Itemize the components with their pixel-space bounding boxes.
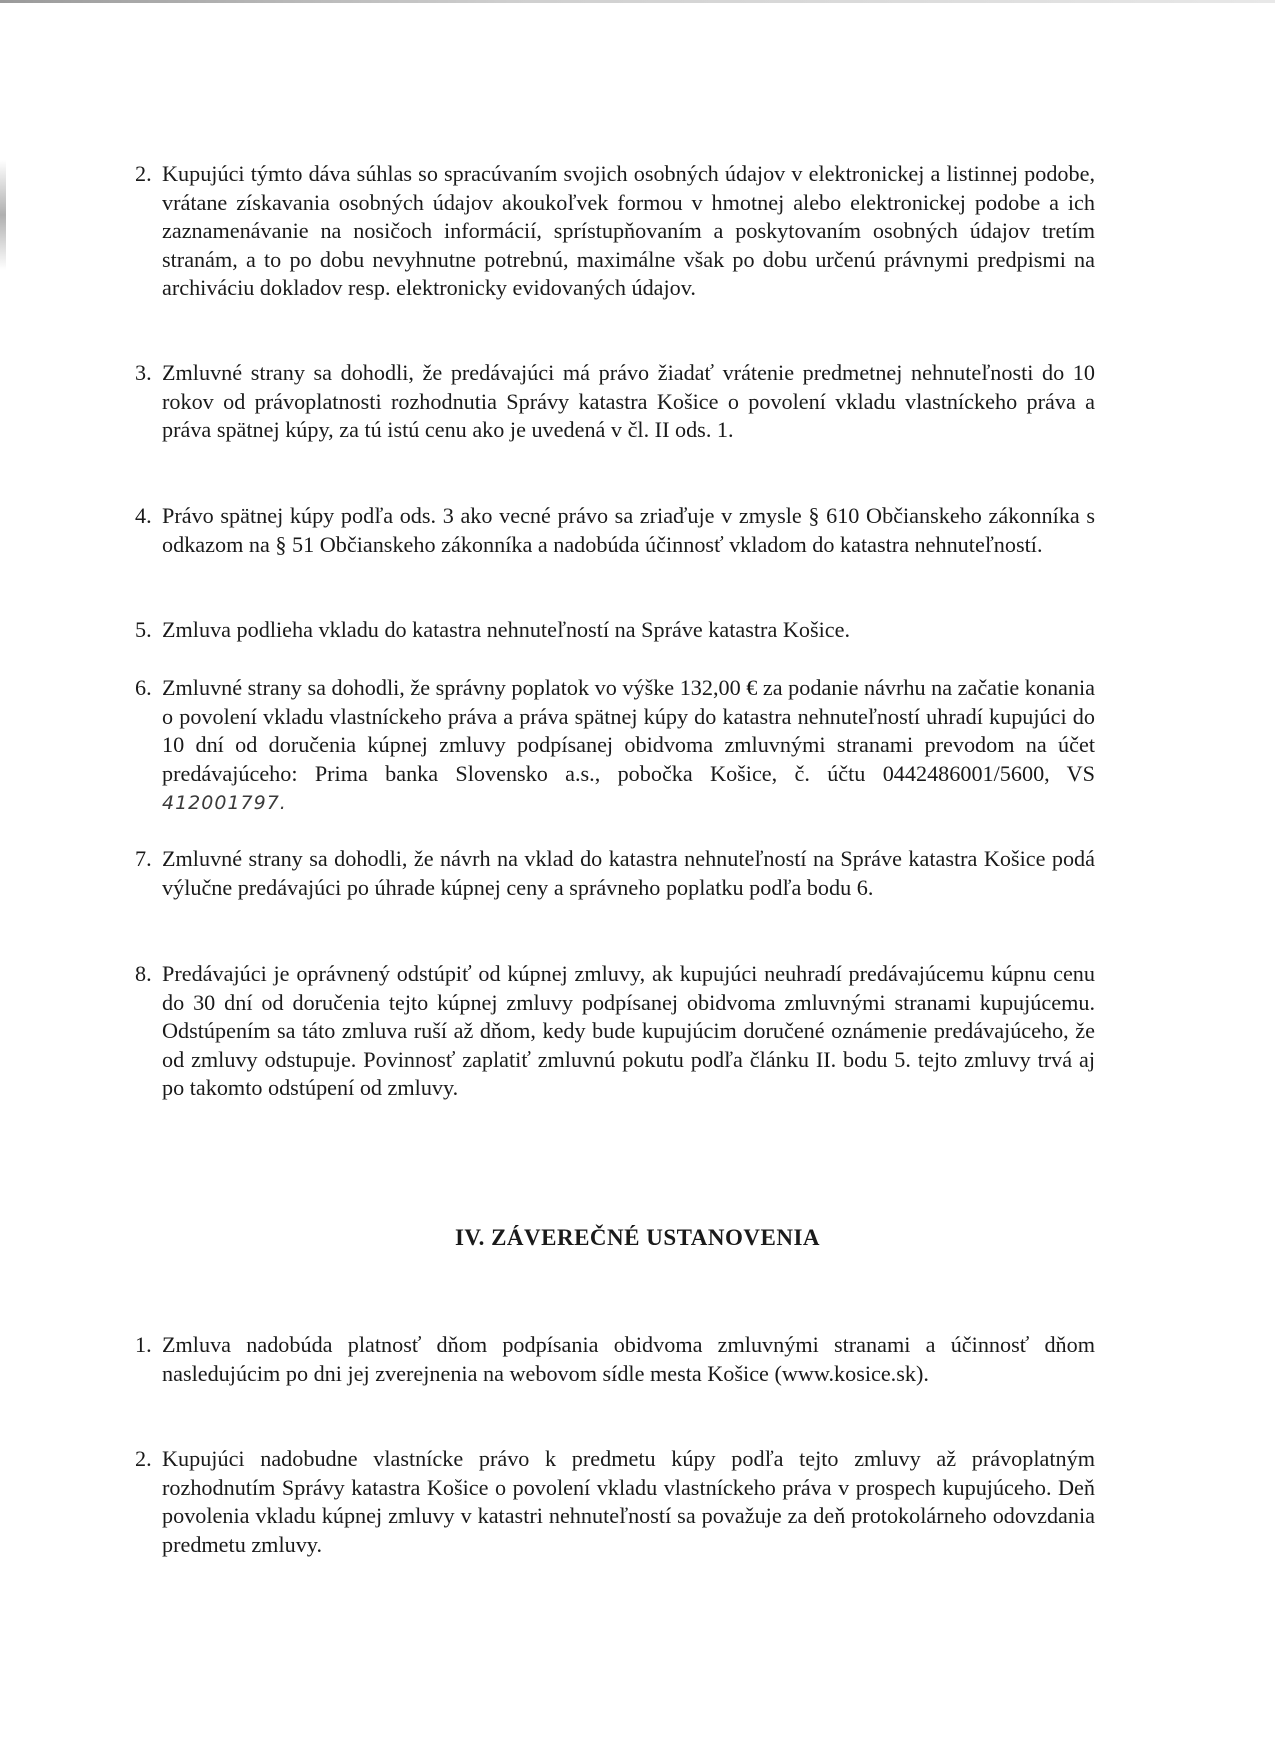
item-number: 5. bbox=[135, 617, 152, 642]
item-text: Zmluvné strany sa dohodli, že predávajúci má právo žiadať vrátenie predmetnej nehnuteľnosti do 10 rokov od právoplatnosti rozhodnutia Správy katastra Košice o povolení vkladu vlastníckeho práva a práva spätnej kúpy, za tú istú cenu ako je uvedená v čl. II ods. 1. bbox=[162, 360, 1095, 442]
item-text: Zmluvné strany sa dohodli, že návrh na vklad do katastra nehnuteľností na Správe katastra Košice podá výlučne predávajúci po úhrade kúpnej ceny a správneho poplatku podľa bodu 6. bbox=[162, 846, 1095, 900]
list-item-s3-3 bbox=[135, 359, 1095, 445]
item-text: Predávajúci je oprávnený odstúpiť od kúpnej zmluvy, ak kupujúci neuhradí predávajúcemu kúpnu cenu do 30 dní od doručenia tejto kúpnej zmluvy podpísanej obidvoma zmluvnými stranami kupujúcemu. Odstúpením sa táto zmluva ruší až dňom, kedy bude kupujúcim doručené oznámenie predávajúceho, že od zmluvy odstupuje. Povinnosť zaplatiť zmluvnú pokutu podľa článku II. bodu 5. tejto zmluvy trvá aj po takomto odstúpení od zmluvy. bbox=[162, 961, 1095, 1100]
list-item-s3-5 bbox=[135, 616, 1095, 645]
item-text-printed: Zmluvné strany sa dohodli, že správny poplatok vo výške 132,00 € za podanie návrhu na začatie konania o povolení vkladu vlastníckeho práva a práva spätnej kúpy do katastra nehnuteľností uhradí kupujúci do 10 dní od doručenia kúpnej zmluvy podpísanej obidvoma zmluvnými stranami prevodom na účet predávajúceho: Prima banka Slovensko a.s., pobočka Košice, č. účtu 0442486001/5600, VS bbox=[162, 675, 1095, 786]
item-number: 7. bbox=[135, 846, 152, 871]
list-item-s3-4 bbox=[135, 502, 1095, 559]
item-text bbox=[162, 674, 1095, 818]
list-item-s3-7 bbox=[135, 845, 1095, 902]
item-number: 8. bbox=[135, 961, 152, 986]
item-text: Kupujúci týmto dáva súhlas so spracúvaním svojich osobných údajov v elektronickej a listinnej podobe, vrátane získavania osobných údajov akoukoľvek formou v hmotnej alebo elektronickej podobe a ich zaznamenávanie na nosičoch informácií, sprístupňovaním a poskytovaním osobných údajov tretím stranám, a to po dobu nevyhnutne potrebnú, maximálne však po dobu určenú právnymi predpismi na archiváciu dokladov resp. elektronicky evidovaných údajov. bbox=[162, 161, 1095, 300]
list-item-s3-8 bbox=[135, 960, 1095, 1103]
handwritten-variable-symbol: 412001797. bbox=[162, 792, 287, 814]
item-text: Zmluva nadobúda platnosť dňom podpísania obidvoma zmluvnými stranami a účinnosť dňom nasledujúcim po dni jej zverejnenia na webovom sídle mesta Košice (www.kosice.sk). bbox=[162, 1332, 1095, 1386]
list-item-s3-6 bbox=[135, 674, 1095, 818]
item-number: 1. bbox=[135, 1332, 152, 1357]
list-item-s4-2 bbox=[135, 1445, 1095, 1559]
item-text: Kupujúci nadobudne vlastnícke právo k predmetu kúpy podľa tejto zmluvy až právoplatným rozhodnutím Správy katastra Košice o povolení vkladu vlastníckeho práva v prospech kupujúceho. Deň povolenia vkladu kúpnej zmluvy v katastri nehnuteľností sa považuje za deň protokolárneho odovzdania predmetu zmluvy. bbox=[162, 1446, 1095, 1557]
section-heading: IV. ZÁVEREČNÉ USTANOVENIA bbox=[454, 1225, 821, 1250]
item-number: 2. bbox=[135, 161, 152, 186]
list-item-s4-1 bbox=[135, 1331, 1095, 1388]
item-text: Právo spätnej kúpy podľa ods. 3 ako vecné právo sa zriaďuje v zmysle § 610 Občianskeho zákonníka s odkazom na § 51 Občianskeho zákonníka a nadobúda účinnosť vkladom do katastra nehnuteľností. bbox=[162, 503, 1095, 557]
item-number: 3. bbox=[135, 360, 152, 385]
item-text: Zmluva podlieha vkladu do katastra nehnuteľností na Správe katastra Košice. bbox=[162, 617, 850, 642]
item-number: 2. bbox=[135, 1446, 152, 1471]
list-item-s3-2 bbox=[135, 160, 1095, 303]
item-number: 6. bbox=[135, 675, 152, 700]
item-number: 4. bbox=[135, 503, 152, 528]
